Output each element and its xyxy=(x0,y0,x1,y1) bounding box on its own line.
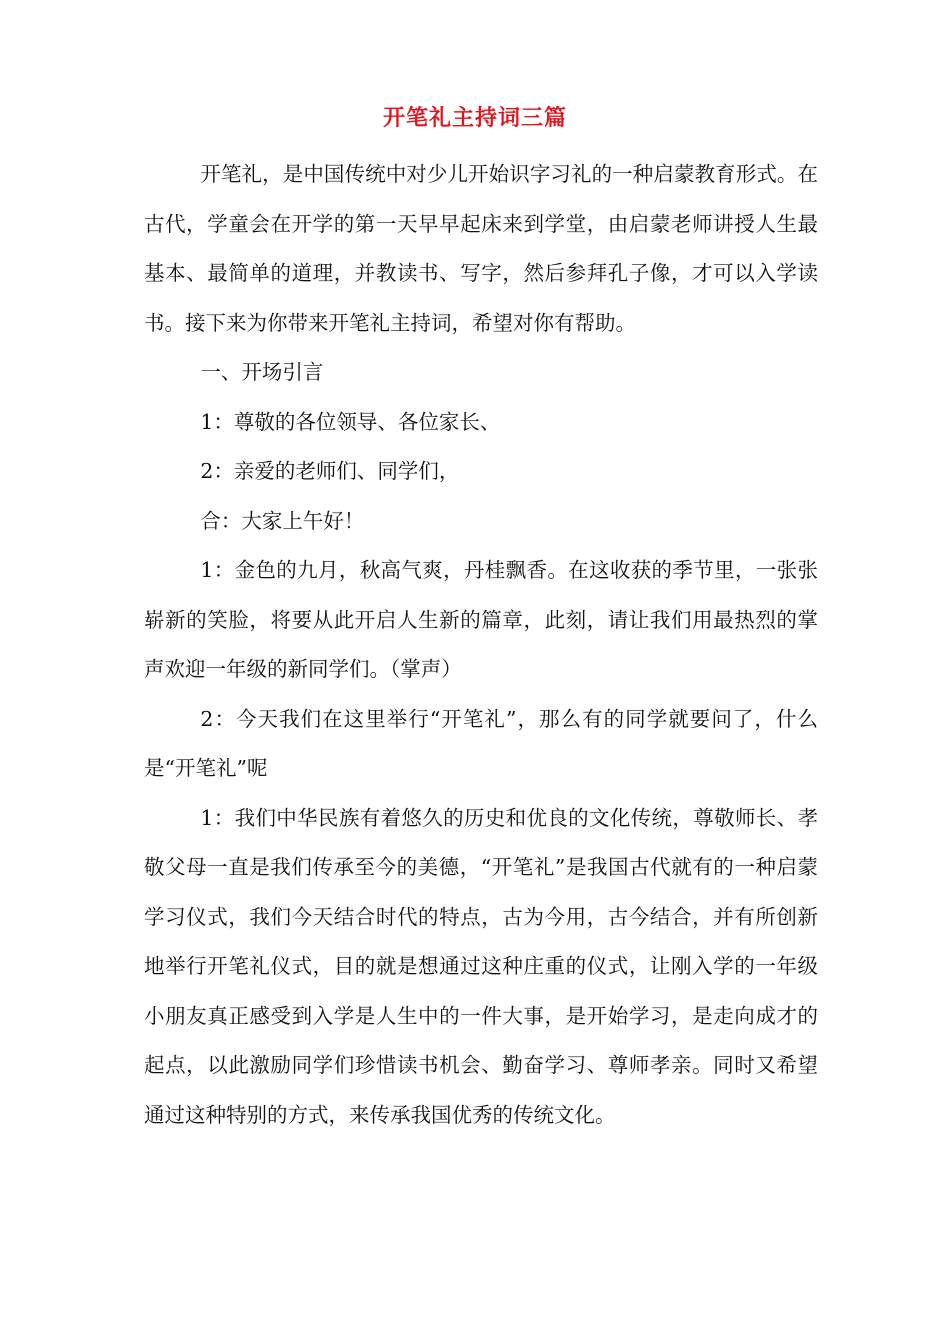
document-title: 开笔礼主持词三篇 xyxy=(382,105,567,131)
paragraph-host1-welcome: 1：金色的九月，秋高气爽，丹桂飘香。在这收获的季节里，一张张崭新的笑脸，将要从此开启人生新的篇章，此刻，请让我们用最热烈的掌声欢迎一年级的新同学们。（掌声） xyxy=(144,558,818,681)
paragraph-intro: 开笔礼，是中国传统中对少儿开始识字习礼的一种启蒙教育形式。在古代，学童会在开学的第一天早早起床来到学堂，由启蒙老师讲授人生最基本、最简单的道理，并教读书、写字，然后参拜孔子像，才可以入学读书。接下来为你带来开笔礼主持词，希望对你有帮助。 xyxy=(144,162,818,335)
paragraph-section-heading: 一、开场引言 xyxy=(200,360,324,384)
paragraph-host2-greeting: 2：亲爱的老师们、同学们， xyxy=(200,459,460,483)
paragraph-host2-question: 2：今天我们在这里举行“开笔礼”，那么有的同学就要问了，什么是“开笔礼”呢 xyxy=(144,706,818,780)
document-body xyxy=(144,150,818,1140)
paragraph-host1-explanation: 1：我们中华民族有着悠久的历史和优良的文化传统，尊敬师长、孝敬父母一直是我们传承至今的美德，“开笔礼”是我国古代就有的一种启蒙学习仪式，我们今天结合时代的特点，古为今用，古今结合，并有所创新地举行开笔礼仪式，目的就是想通过这种庄重的仪式，让刚入学的一年级小朋友真正感受到入学是人生中的一件大事，是开始学习，是走向成才的起点，以此激励同学们珍惜读书机会、勤奋学习、尊师孝亲。同时又希望通过这种特别的方式，来传承我国优秀的传统文化。 xyxy=(144,805,818,1127)
paragraph-host1-greeting: 1：尊敬的各位领导、各位家长、 xyxy=(200,409,501,434)
paragraph-together-greeting: 合：大家上午好！ xyxy=(200,508,365,533)
